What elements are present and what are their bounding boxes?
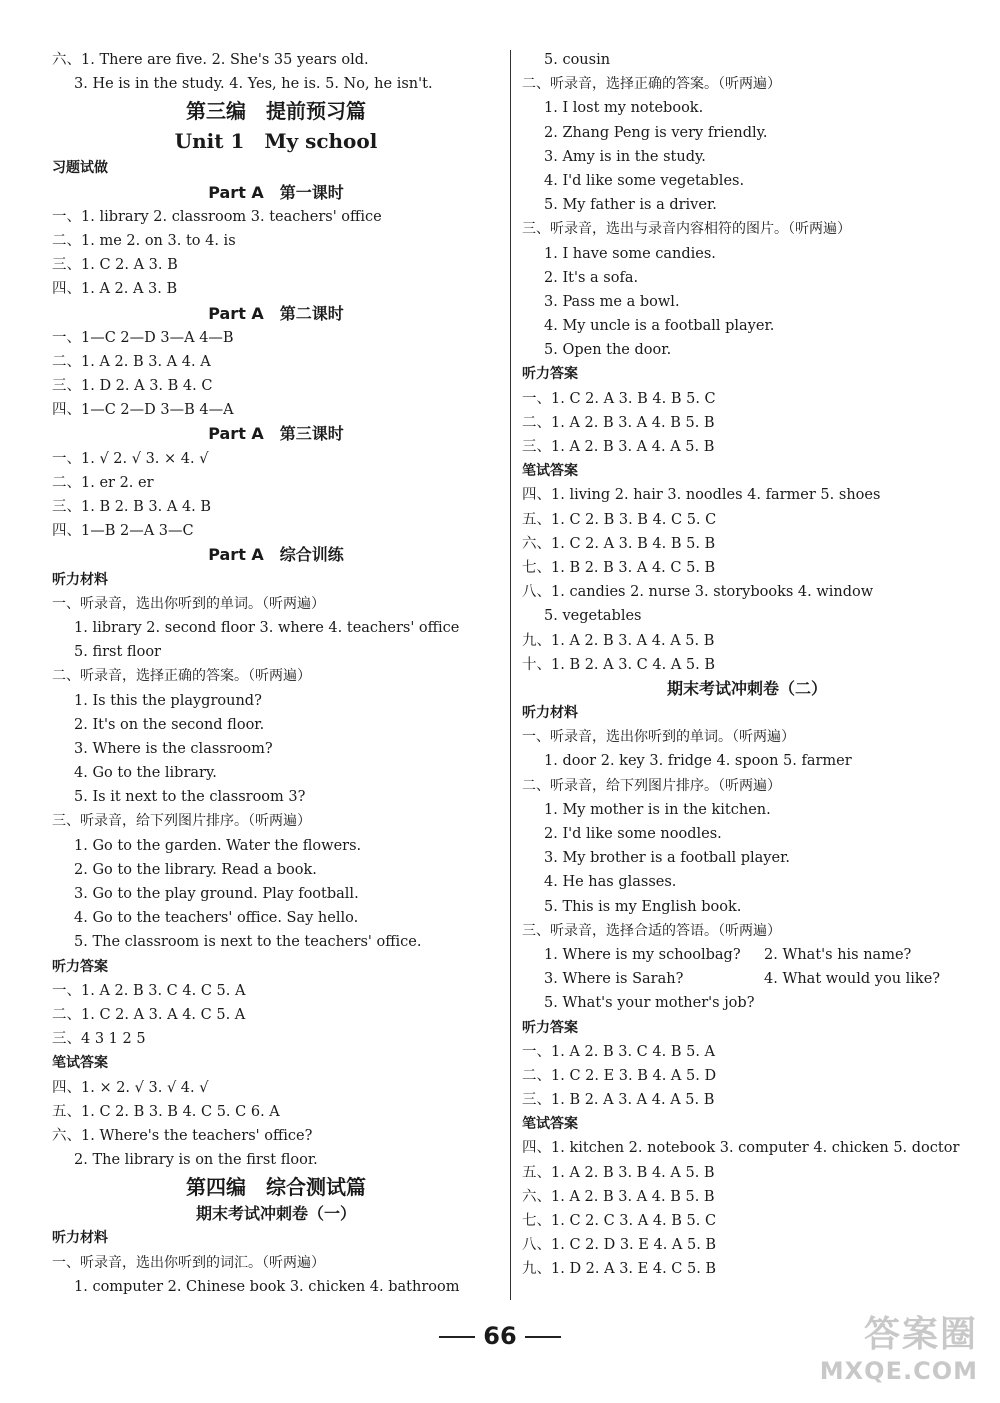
answer-line: 五、1. A 2. B 3. B 4. A 5. B [522,1164,715,1181]
indented-line: 4. I'd like some vegetables. [544,172,745,189]
subsection-label: 习题试做 [52,160,108,177]
indented-line: 5. Is it next to the classroom 3? [74,789,306,806]
question-heading: 二、听录音，选择正确的答案。（听两遍） [522,76,781,93]
indented-line: 1. library 2. second floor 3. where 4. teachers' office [74,619,460,636]
indented-line: 1. computer 2. Chinese book 3. chicken 4. bathroom [74,1278,460,1295]
indented-line: 5. first floor [74,644,161,661]
answer-line: 七、1. B 2. B 3. A 4. C 5. B [522,559,716,576]
section-title: Part A 第一课时 [208,182,344,202]
answer-line: 三、4 3 1 2 5 [52,1031,146,1048]
question-heading: 三、听录音，给下列图片排序。（听两遍） [52,813,311,830]
question-item: 4. What would you like? [764,971,941,988]
answer-line: 三、1. C 2. A 3. B [52,257,178,274]
subsection-label: 笔试答案 [522,463,578,480]
question-item: 1. Where is my schoolbag? [544,946,741,963]
answer-line: 二、1. C 2. A 3. A 4. C 5. A [52,1006,246,1023]
indented-line: 3. My brother is a football player. [544,850,791,867]
answer-line: 三、1. B 2. A 3. A 4. A 5. B [522,1092,715,1109]
answer-line: 二、1. er 2. er [52,474,154,491]
answer-line: 四、1. living 2. hair 3. noodles 4. farmer 5. shoes [522,487,881,504]
dash-right [525,1336,561,1338]
page-number-text: 66 [483,1322,517,1350]
subsection-label: 笔试答案 [52,1055,108,1072]
answer-line: 三、1. D 2. A 3. B 4. C [52,378,213,395]
question-heading: 一、听录音，选出你听到的单词。（听两遍） [522,729,795,746]
answer-line: 七、1. C 2. C 3. A 4. B 5. C [522,1213,717,1229]
indented-line: 2. I'd like some noodles. [544,826,722,842]
indented-line: 3. Go to the play ground. Play football. [74,886,359,902]
right-column [522,48,972,1282]
indented-line: 3. He is in the study. 4. Yes, he is. 5. No, he isn't. [74,76,433,93]
part-title: 第三编 提前预习篇 [186,99,366,124]
question-item: 2. What's his name? [764,946,912,963]
question-heading: 二、听录音，选择正确的答案。（听两遍） [52,668,311,685]
watermark-logo: 答案圈 [863,1314,978,1355]
part-title: 第四编 综合测试篇 [186,1175,366,1200]
answer-line: 二、1. A 2. B 3. A 4. A [52,353,211,370]
answer-line: 四、1. kitchen 2. notebook 3. computer 4. chicken 5. doctor [522,1140,960,1157]
question-heading: 三、听录音，选出与录音内容相符的图片。（听两遍） [522,221,851,238]
answer-line: 六、1. There are five. 2. She's 35 years old. [52,52,369,68]
answer-line: 六、1. Where's the teachers' office? [52,1127,313,1144]
subsection-label: 笔试答案 [522,1116,578,1133]
indented-line: 5. My father is a driver. [544,197,717,214]
indented-line: 3. Pass me a bowl. [544,293,680,310]
answer-line: 一、1. A 2. B 3. C 4. C 5. A [52,982,246,999]
indented-line: 5. What's your mother's job? [544,995,755,1012]
watermark-site: MXQE.COM [819,1357,978,1385]
indented-line: 4. Go to the teachers' office. Say hello. [74,910,359,927]
answer-line: 五、1. C 2. B 3. B 4. C 5. C 6. A [52,1103,280,1120]
question-heading: 一、听录音，选出你听到的单词。（听两遍） [52,595,325,612]
indented-line: 5. This is my English book. [544,898,742,915]
answer-line: 一、1. library 2. classroom 3. teachers' office [52,208,382,225]
answer-line: 四、1. A 2. A 3. B [52,281,178,298]
answer-line: 九、1. D 2. A 3. E 4. C 5. B [522,1261,717,1278]
answer-line: 六、1. C 2. A 3. B 4. B 5. B [522,535,716,552]
indented-line: 1. I have some candies. [544,245,716,262]
answer-line: 二、1. C 2. E 3. B 4. A 5. D [522,1067,717,1084]
indented-line: 1. My mother is in the kitchen. [544,801,771,818]
indented-line: 2. It's a sofa. [544,269,639,286]
answer-line: 四、1. × 2. √ 3. √ 4. √ [52,1079,209,1096]
indented-line: 4. Go to the library. [74,765,217,782]
indented-line: 3. Amy is in the study. [544,148,706,165]
subsection-label: 听力答案 [522,1019,578,1036]
subsection-label: 听力材料 [52,1230,108,1247]
answer-line: 十、1. B 2. A 3. C 4. A 5. B [522,656,716,673]
question-item: 3. Where is Sarah? [544,971,684,988]
answer-line: 一、1. C 2. A 3. B 4. B 5. C [522,390,716,407]
answer-line: 六、1. A 2. B 3. A 4. B 5. B [522,1188,715,1205]
answer-line: 三、1. B 2. B 3. A 4. B [52,499,212,515]
watermark [820,1306,978,1385]
answer-line: 三、1. A 2. B 3. A 4. A 5. B [522,439,715,455]
indented-line: 1. Is this the playground? [74,692,262,709]
indented-line: 5. cousin [544,52,611,68]
question-heading: 一、听录音，选出你听到的词汇。（听两遍） [52,1254,325,1271]
indented-line: 2. It's on the second floor. [74,716,265,733]
two-col-line [522,943,972,967]
indented-line: 4. My uncle is a football player. [544,318,775,335]
indented-line: 1. Go to the garden. Water the flowers. [74,837,362,854]
subsection-label: 听力材料 [522,705,578,722]
answer-line: 一、1. √ 2. √ 3. × 4. √ [52,450,209,467]
indented-line: 3. Where is the classroom? [74,740,273,757]
indented-line: 1. I lost my notebook. [544,100,704,117]
indented-line: 2. Zhang Peng is very friendly. [544,124,768,141]
answer-line: 八、1. C 2. D 3. E 4. A 5. B [522,1237,717,1254]
indented-line: 2. Go to the library. Read a book. [74,861,317,878]
answer-line: 九、1. A 2. B 3. A 4. A 5. B [522,632,715,649]
subsection-label: 听力答案 [52,958,108,975]
question-heading: 二、听录音，给下列图片排序。（听两遍） [522,777,781,794]
unit-title: Unit 1 My school [174,129,378,154]
answer-line: 四、1—C 2—D 3—B 4—A [52,402,234,419]
answer-line: 四、1—B 2—A 3—C [52,523,194,540]
column-divider [510,50,511,1300]
section-title: Part A 第二课时 [208,303,344,323]
indented-line: 2. The library is on the first floor. [74,1152,318,1169]
answer-line: 一、1—C 2—D 3—A 4—B [52,329,234,346]
section-title: 期末考试冲刺卷（二） [666,678,827,698]
answer-line: 二、1. A 2. B 3. A 4. B 5. B [522,414,715,431]
answer-line: 一、1. A 2. B 3. C 4. B 5. A [522,1043,716,1060]
left-column [52,48,500,1299]
section-title: Part A 第三课时 [208,424,344,444]
answer-line: 二、1. me 2. on 3. to 4. is [52,232,236,249]
section-title: Part A 综合训练 [208,545,344,565]
subsection-label: 听力答案 [522,366,578,383]
indented-line: 1. door 2. key 3. fridge 4. spoon 5. farmer [544,753,852,770]
indented-line: 5. Open the door. [544,342,672,359]
indented-line: 5. The classroom is next to the teachers' office. [74,934,422,951]
answer-line: 八、1. candies 2. nurse 3. storybooks 4. window [522,584,874,601]
dash-left [439,1336,475,1338]
indented-line: 4. He has glasses. [544,874,677,891]
section-title: 期末考试冲刺卷（一） [195,1204,356,1224]
indented-line: 5. vegetables [544,608,642,625]
subsection-label: 听力材料 [52,571,108,588]
two-col-line [522,967,972,991]
answer-line: 五、1. C 2. B 3. B 4. C 5. C [522,511,717,528]
question-heading: 三、听录音，选择合适的答语。（听两遍） [522,922,781,939]
